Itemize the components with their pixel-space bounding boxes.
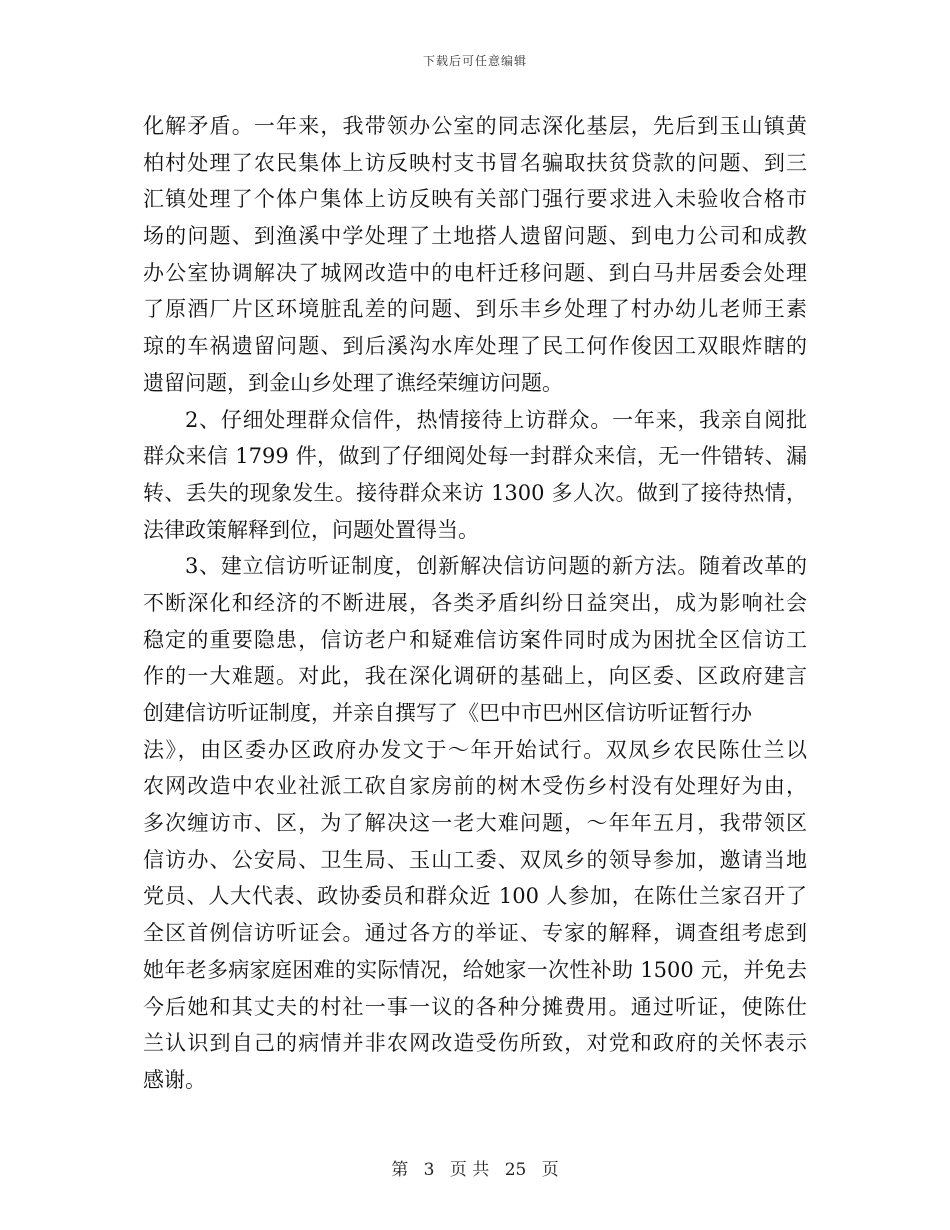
- text-line: 法律政策解释到位，问题处置得当。: [143, 517, 479, 542]
- page-number: 3: [423, 1160, 435, 1180]
- text-line: 群众来信 1799 件，做到了仔细阅处每一封群众来信，无一件错转、漏: [143, 444, 807, 469]
- text-line: 稳定的重要隐患，信访老户和疑难信访案件同时成为困扰全区信访工: [143, 627, 807, 652]
- text-line: 作的一大难题。对此，我在深化调研的基础上，向区委、区政府建言: [143, 664, 807, 689]
- footer-prefix: 第: [391, 1160, 409, 1180]
- text-line: 3、建立信访听证制度，创新解决信访问题的新方法。随着改革的: [185, 554, 807, 579]
- text-line: 柏村处理了农民集体上访反映村支书冒名骗取扶贫贷款的问题、到三: [143, 150, 807, 175]
- text-line: 遗留问题，到金山乡处理了谯经荣缠访问题。: [143, 370, 563, 395]
- text-line: 不断深化和经济的不断进展，各类矛盾纠纷日益突出，成为影响社会: [143, 590, 807, 615]
- text-line: 感谢。: [143, 1067, 206, 1092]
- footer-suffix: 页: [541, 1160, 559, 1180]
- text-line: 她年老多病家庭困难的实际情况，给她家一次性补助 1500 元，并免去: [143, 957, 807, 982]
- text-line: 场的问题、到渔溪中学处理了土地搭人遗留问题、到电力公司和成教: [143, 224, 807, 249]
- document-body: [143, 108, 807, 1099]
- text-line: 兰认识到自己的病情并非农网改造受伤所致，对党和政府的关怀表示: [143, 1031, 807, 1056]
- text-line: 了原酒厂片区环境脏乱差的问题、到乐丰乡处理了村办幼儿老师王素: [143, 297, 807, 322]
- text-line: 创建信访听证制度，并亲自撰写了《巴中市巴州区信访听证暂行办: [143, 701, 752, 725]
- page-total: 25: [504, 1160, 527, 1180]
- page-header: 下载后可任意编辑: [422, 54, 527, 68]
- text-line: 转、丢失的现象发生。接待群众来访 1300 多人次。做到了接待热情，: [143, 480, 807, 505]
- paragraph-3: [143, 548, 807, 1098]
- text-line: 党员、人大代表、政协委员和群众近 100 人参加，在陈仕兰家召开了: [143, 884, 807, 909]
- footer-middle: 页 共: [449, 1160, 490, 1180]
- text-line: 办公室协调解决了城网改造中的电杆迁移问题、到白马井居委会处理: [143, 260, 807, 285]
- text-line: 2、仔细处理群众信件，热情接待上访群众。一年来，我亲自阅批: [185, 407, 807, 432]
- page-footer: [0, 1155, 950, 1180]
- paragraph-1: [143, 108, 807, 402]
- text-line: 今后她和其丈夫的村社一事一议的各种分摊费用。通过听证，使陈仕: [143, 994, 807, 1019]
- text-line: 多次缠访市、区，为了解决这一老大难问题，～年年五月，我带领区: [143, 811, 807, 836]
- text-line: 全区首例信访听证会。通过各方的举证、专家的解释，调查组考虑到: [143, 921, 807, 946]
- text-line: 琼的车祸遗留问题、到后溪沟水库处理了民工何作俊因工双眼炸瞎的: [143, 334, 807, 359]
- text-line: 汇镇处理了个体户集体上访反映有关部门强行要求进入未验收合格市: [143, 187, 807, 212]
- paragraph-2: [143, 402, 807, 549]
- text-line: 信访办、公安局、卫生局、玉山工委、双凤乡的领导参加，邀请当地: [143, 847, 807, 872]
- text-line: 化解矛盾。一年来，我带领办公室的同志深化基层，先后到玉山镇黄: [143, 114, 807, 138]
- text-line: 农网改造中农业社派工砍自家房前的树木受伤乡村没有处理好为由，: [143, 774, 807, 799]
- text-line: 法》，由区委办区政府办发文于～年开始试行。双凤乡农民陈仕兰以: [143, 737, 807, 762]
